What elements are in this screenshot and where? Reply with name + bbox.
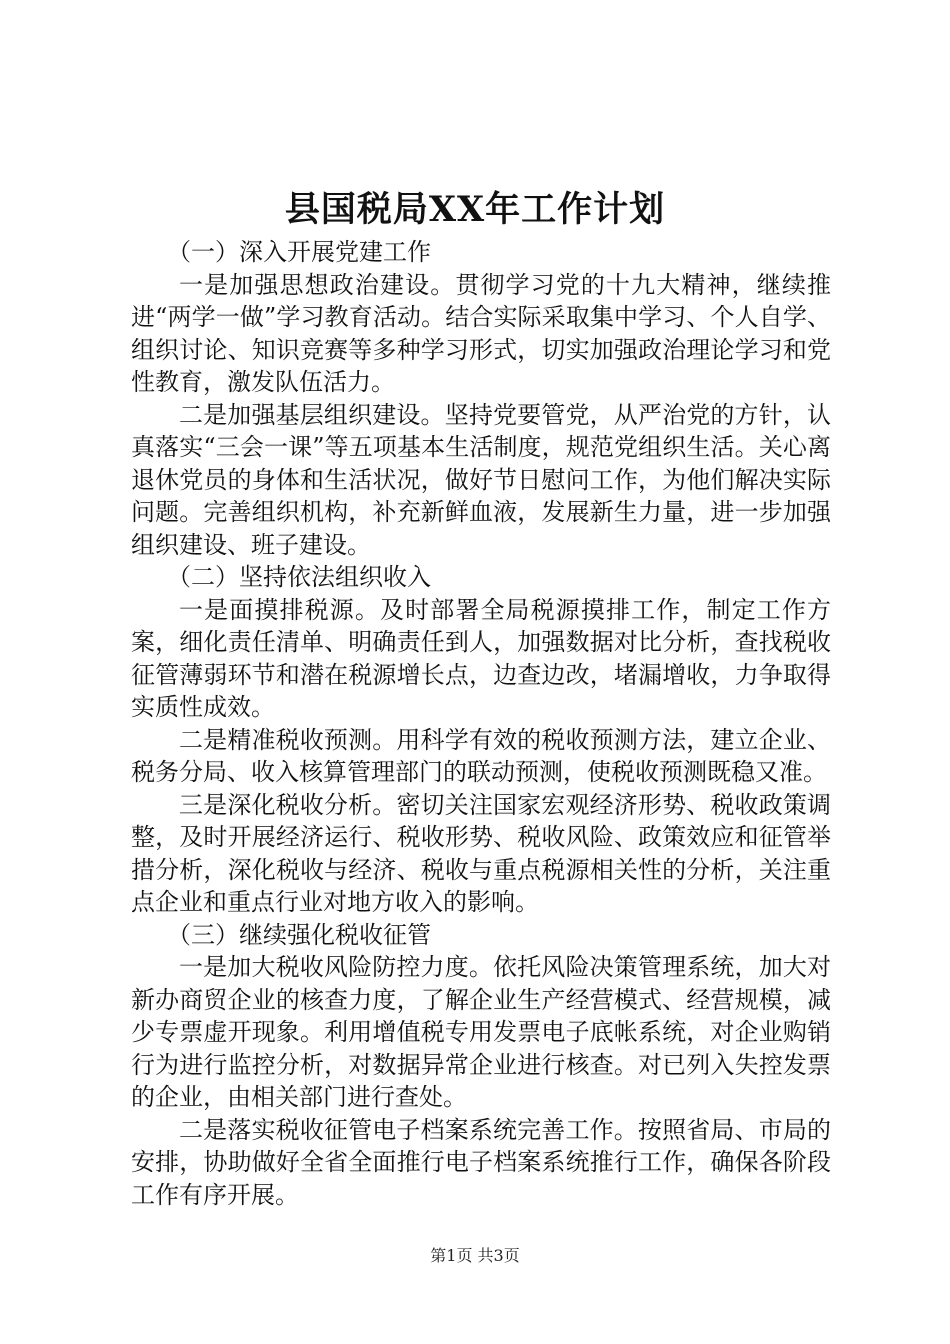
section-revenue [131, 561, 831, 919]
section-party-building [131, 236, 831, 561]
document-title: 县国税局XX年工作计划 [284, 189, 666, 230]
paragraph: 二是加强基层组织建设。坚持党要管党，从严治党的方针，认真落实“三会一课”等五项基本生活制度，规范党组织生活。关心离退休党员的身体和生活状况，做好节日慰问工作，为他们解决实际问题。完善组织机构，补充新鲜血液，发展新生力量，进一步加强组织建设、班子建设。 [131, 400, 831, 559]
paragraph: 一是加大税收风险防控力度。依托风险决策管理系统，加大对新办商贸企业的核查力度，了解企业生产经营模式、经营规模，减少专票虚开现象。利用增值税专用发票电子底帐系统，对企业购销行为进行监控分析，对数据异常企业进行核查。对已列入失控发票的企业，由相关部门进行查处。 [131, 953, 831, 1111]
paragraph: 二是精准税收预测。用科学有效的税收预测方法，建立企业、税务分局、收入核算管理部门的联动预测，使税收预测既稳又准。 [131, 725, 831, 786]
document-body [131, 236, 831, 1211]
paragraph: 一是加强思想政治建设。贯彻学习党的十九大精神，继续推进“两学一做”学习教育活动。结合实际采取集中学习、个人自学、组织讨论、知识竞赛等多种学习形式，切实加强政治理论学习和党性教育，激发队伍活力。 [131, 270, 831, 396]
section-heading: （二）坚持依法组织收入 [167, 563, 431, 591]
section-heading: （一）深入开展党建工作 [167, 238, 431, 266]
section-heading: （三）继续强化税收征管 [167, 920, 431, 949]
paragraph: 二是落实税收征管电子档案系统完善工作。按照省局、市局的安排，协助做好全省全面推行电子档案系统推行工作，确保各阶段工作有序开展。 [131, 1115, 831, 1209]
paragraph: 三是深化税收分析。密切关注国家宏观经济形势、税收政策调整，及时开展经济运行、税收形势、税收风险、政策效应和征管举措分析，深化税收与经济、税收与重点税源相关性的分析，关注重点企业和重点行业对地方收入的影响。 [131, 790, 831, 916]
page-number-footer: 第1页 共3页 [430, 1246, 520, 1265]
section-tax-collection [131, 919, 831, 1212]
paragraph: 一是面摸排税源。及时部署全局税源摸排工作，制定工作方案，细化责任清单、明确责任到人，加强数据对比分析，查找税收征管薄弱环节和潜在税源增长点，边查边改，堵漏增收，力争取得实质性成效。 [131, 595, 831, 721]
